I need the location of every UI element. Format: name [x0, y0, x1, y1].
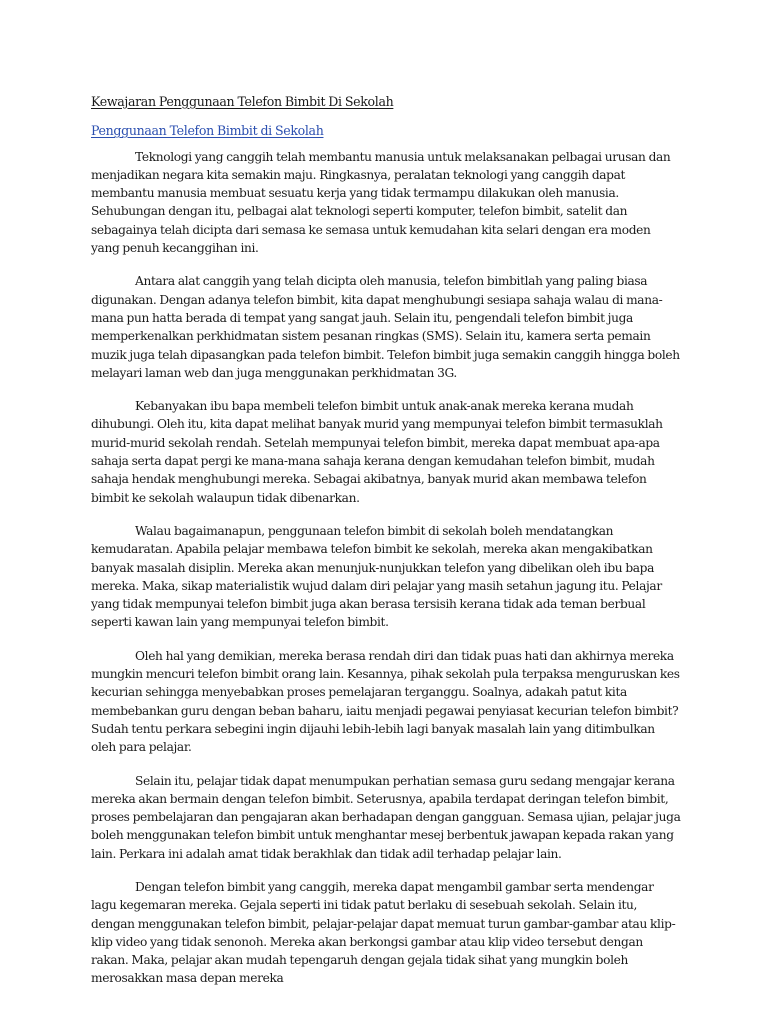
document-title: Kewajaran Penggunaan Telefon Bimbit Di Sekolah [91, 94, 394, 109]
document-subtitle-link[interactable]: Penggunaan Telefon Bimbit di Sekolah [91, 123, 324, 139]
paragraph-7: Dengan telefon bimbit yang canggih, mereka dapat mengambil gambar serta mendengar lagu kegemaran mereka. Gejala seperti ini tidak patut berlaku di sesebuah sekolah. Selain itu, dengan menggunakan telefon bimbit, pelajar-pelajar dapat memuat turun gambar-gambar atau klip-klip video yang tidak senonoh. Mereka akan berkongsi gambar atau klip video tersebut dengan rakan. Maka, pelajar akan mudah tepengaruh dengan gejala tidak sihat yang mungkin boleh merosakkan masa depan mereka [91, 879, 676, 986]
document-page [91, 93, 681, 988]
paragraph-3: Kebanyakan ibu bapa membeli telefon bimbit untuk anak-anak mereka kerana mudah dihubungi. Oleh itu, kita dapat melihat banyak murid yang mempunyai telefon bimbit termasuklah murid-murid sekolah rendah. Setelah mempunyai telefon bimbit, mereka dapat membuat apa-apa sahaja serta dapat pergi ke mana-mana sahaja kerana dengan kemudahan telefon bimbit, mudah sahaja hendak menghubungi mereka. Sebagai akibatnya, banyak murid akan membawa telefon bimbit ke sekolah walaupun tidak dibenarkan. [91, 399, 663, 505]
paragraph-2: Antara alat canggih yang telah dicipta oleh manusia, telefon bimbitlah yang paling biasa digunakan. Dengan adanya telefon bimbit, kita dapat menghubungi sesiapa sahaja walau di mana-mana pun hatta berada di tempat yang sangat jauh. Selain itu, pengendali telefon bimbit juga memperkenalkan perkhidmatan sistem pesanan ringkas (SMS). Selain itu, kamera serta pemain muzik juga telah dipasangkan pada telefon bimbit. Telefon bimbit juga semakin canggih hingga boleh melayari laman web dan juga menggunakan perkhidmatan 3G. [91, 274, 680, 380]
paragraph-6: Selain itu, pelajar tidak dapat menumpukan perhatian semasa guru sedang mengajar kerana mereka akan bermain dengan telefon bimbit. Seterusnya, apabila terdapat deringan telefon bimbit, proses pembelajaran dan pengajaran akan berhadapan dengan gangguan. Semasa ujian, pelajar juga boleh menggunakan telefon bimbit untuk menghantar mesej berbentuk jawapan kepada rakan yang lain. Perkara ini adalah amat tidak berakhlak dan tidak adil terhadap pelajar lain. [91, 773, 681, 861]
paragraph-4: Walau bagaimanapun, penggunaan telefon bimbit di sekolah boleh mendatangkan kemudaratan. Apabila pelajar membawa telefon bimbit ke sekolah, mereka akan mengakibatkan banyak masalah disiplin. Mereka akan menunjuk-nunjukkan telefon yang dibelikan oleh ibu bapa mereka. Maka, sikap materialistik wujud dalam diri pelajar yang masih setahun jagung itu. Pelajar yang tidak mempunyai telefon bimbit juga akan berasa tersisih kerana tidak ada teman berbual seperti kawan lain yang mempunyai telefon bimbit. [91, 523, 662, 630]
paragraph-5: Oleh hal yang demikian, mereka berasa rendah diri dan tidak puas hati dan akhirnya mereka mungkin mencuri telefon bimbit orang lain. Kesannya, pihak sekolah pula terpaksa menguruskan kes kecurian sehingga menyebabkan proses pemelajaran terganggu. Soalnya, adakah patut kita membebankan guru dengan beban baharu, iaitu menjadi pegawai penyiasat kecurian telefon bimbit? Sudah tentu perkara sebegini ingin dijauhi lebih-lebih lagi banyak masalah lain yang ditimbulkan oleh para pelajar. [91, 648, 680, 755]
paragraph-1: Teknologi yang canggih telah membantu manusia untuk melaksanakan pelbagai urusan dan menjadikan negara kita semakin maju. Ringkasnya, peralatan teknologi yang canggih dapat membantu manusia membuat sesuatu kerja yang tidak termampu dilakukan oleh manusia. Sehubungan dengan itu, pelbagai alat teknologi seperti komputer, telefon bimbit, satelit dan sebagainya telah dicipta dari semasa ke semasa untuk kemudahan kita selari dengan era moden yang penuh kecanggihan ini. [91, 149, 671, 256]
